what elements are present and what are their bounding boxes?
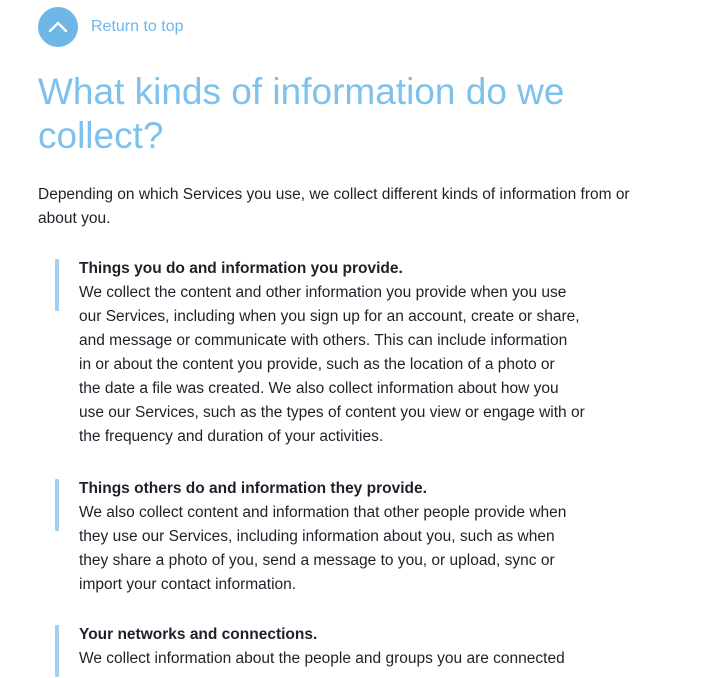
section-text-line: use our Services, such as the types of content you view or engage with or [79,404,585,421]
section-text-line: the date a file was created. We also collect information about how you [79,380,559,397]
section-accent-bar [55,479,59,531]
section-text-line: and message or communicate with others. This can include information [79,332,568,349]
section-text-line: We collect information about the people and groups you are connected [79,650,565,667]
section-text-line: We also collect content and information that other people provide when [79,504,567,521]
intro-line: about you. [38,210,111,227]
section-text-line: they share a photo of you, send a message to you, or upload, sync or [79,552,555,569]
section-text-line: in or about the content you provide, such as the location of a photo or [79,356,555,373]
section-heading: Things others do and information they provide. [79,480,427,497]
section-heading: Things you do and information you provide. [79,260,403,277]
section-text-line: import your contact information. [79,576,297,593]
section-text-line: our Services, including when you sign up for an account, create or share, [79,308,580,325]
return-to-top-label[interactable]: Return to top [91,18,184,35]
section-text-line: We collect the content and other information you provide when you use [79,284,567,301]
return-to-top-link[interactable] [38,7,184,47]
intro-line: Depending on which Services you use, we collect different kinds of information from or [38,186,630,203]
section-things-you-do [55,257,655,449]
return-to-top-button[interactable] [38,7,78,47]
section-accent-bar [55,625,59,677]
section-things-others-do [55,477,655,597]
section-text-line: the frequency and duration of your activities. [79,428,384,445]
section-heading: Your networks and connections. [79,626,318,643]
section-text-line: they use our Services, including information about you, such as when [79,528,555,545]
section-accent-bar [55,259,59,311]
page-title: What kinds of information do we collect? [38,71,565,156]
intro-paragraph [38,183,678,231]
section-networks-connections [55,623,655,671]
chevron-up-icon [48,21,68,33]
